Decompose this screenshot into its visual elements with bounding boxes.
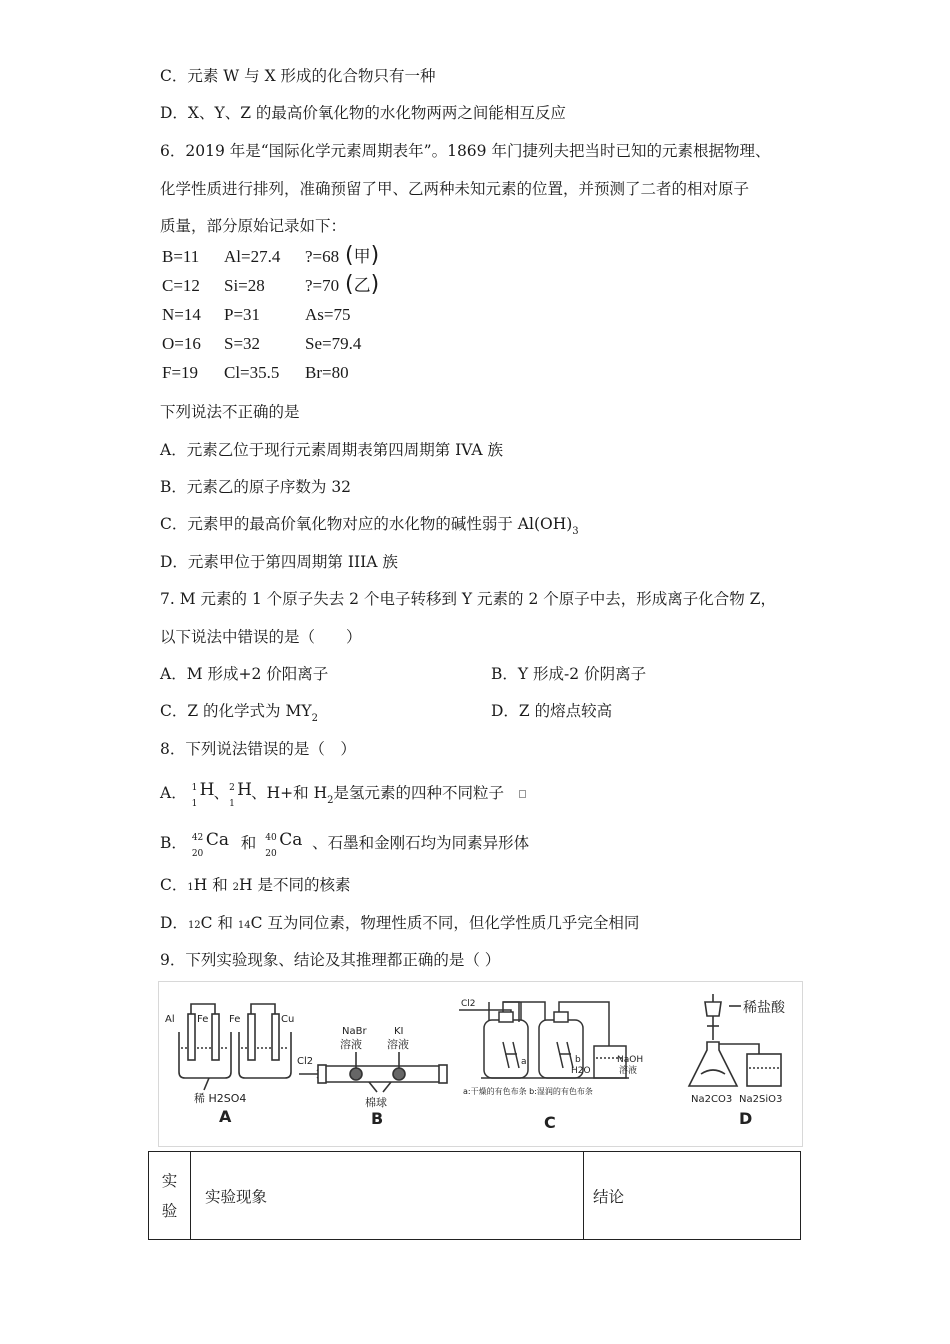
q6-stem-line3: 质量，部分原始记录如下： xyxy=(160,217,347,235)
element-yi-label: (乙) xyxy=(345,272,380,297)
label-cotton-ball: 棉球 xyxy=(365,1096,387,1109)
q7-option-c: C．Z 的化学式为 $MY_2$ xyxy=(160,702,318,724)
q8-option-b: B． 42 20 Ca 和 40 20 Ca 、石墨和金刚石均为同素异形体 xyxy=(160,830,530,859)
q5-option-d: D．X、Y、Z 的最高价氧化物的水化物两两之间能相互反应 xyxy=(160,104,566,122)
table-cell: C=12 xyxy=(162,276,200,295)
q7-option-b: B．Y 形成-2 价阴离子 xyxy=(491,665,647,683)
q8-option-a: A． 1 1 H 、 2 1 H 、H+和 $H_2$是氢元素的四种不同粒子 xyxy=(160,780,526,811)
q7-stem-line2: 以下说法中错误的是（ ） xyxy=(160,628,362,646)
q9-stem: 9．下列实验现象、结论及其推理都正确的是（ ） xyxy=(160,951,501,969)
table-cell: ?=68 xyxy=(305,247,340,266)
label-d: D xyxy=(739,1109,753,1128)
table-header-conclusion: 结论 xyxy=(584,1152,801,1240)
label-fe: Fe xyxy=(229,1014,241,1025)
q6-question: 下列说法不正确的是 xyxy=(160,403,300,421)
table-cell: Se=79.4 xyxy=(305,334,362,353)
label-cu: Cu xyxy=(281,1014,295,1025)
q5-option-c: C．元素 W 与 X 形成的化合物只有一种 xyxy=(160,67,436,85)
table-cell: F=19 xyxy=(162,363,199,382)
label-nabr: NaBr xyxy=(342,1026,367,1037)
label-a-small: a xyxy=(521,1057,527,1067)
table-cell: Si=28 xyxy=(224,276,265,295)
table-cell: S=32 xyxy=(224,334,261,353)
apparatus-b xyxy=(299,1052,447,1092)
apparatus-c xyxy=(459,1002,629,1078)
table-cell: ?=70 xyxy=(305,276,340,295)
table-cell: Br=80 xyxy=(305,363,349,382)
label-b-small: b xyxy=(575,1055,581,1065)
table-cell: O=16 xyxy=(162,334,201,353)
label-dilute-hcl: 稀盐酸 xyxy=(743,1000,785,1016)
q6-option-d: D．元素甲位于第四周期第 IIIA 族 xyxy=(160,553,398,571)
q6-option-b: B．元素乙的原子序数为 32 xyxy=(160,478,352,496)
table-header-experiment: 实 验 xyxy=(149,1152,191,1240)
q6-option-a: A．元素乙位于现行元素周期表第四周期第 IVA 族 xyxy=(160,441,504,459)
table-header-phenomenon: 实验现象 xyxy=(191,1152,584,1240)
table-cell: Al=27.4 xyxy=(224,247,281,266)
nuclide-h2: 2 1 H xyxy=(229,780,252,809)
label-a: A xyxy=(219,1107,232,1126)
q6-stem-line1: 6．2019 年是“国际化学元素周期表年”。1869 年门捷列夫把当时已知的元素根据物理、 xyxy=(160,142,771,160)
nuclide-ca40: 40 20 Ca xyxy=(265,830,303,859)
q7-option-a: A．M 形成+2 价阳离子 xyxy=(160,665,329,683)
label-h2o: H2O xyxy=(571,1066,591,1076)
label-solution: 溶液 xyxy=(387,1038,409,1051)
table-header-row xyxy=(149,1152,801,1240)
table-cell: B=11 xyxy=(162,247,200,266)
table-cell: Cl=35.5 xyxy=(224,363,280,382)
label-solution: 溶液 xyxy=(619,1066,638,1076)
q6-stem-line2: 化学性质进行排列，准确预留了甲、乙两种未知元素的位置，并预测了二者的相对原子 xyxy=(160,180,750,198)
table-cell: N=14 xyxy=(162,305,201,324)
label-dilute-h2so4: 稀 H2SO4 xyxy=(194,1092,247,1105)
label-na2co3: Na2CO3 xyxy=(691,1094,733,1105)
label-na2sio3: Na2SiO3 xyxy=(739,1094,783,1105)
q7-option-d: D．Z 的熔点较高 xyxy=(491,702,613,720)
nuclide-h1: 1 1 H xyxy=(191,780,215,809)
q8-option-d: D．12C 和 14C 互为同位素，物理性质不同，但化学性质几乎完全相同 xyxy=(160,914,640,932)
label-cl2: Cl2 xyxy=(461,999,476,1009)
label-solution: 溶液 xyxy=(340,1038,362,1051)
q9-experiment-figure xyxy=(158,981,803,1147)
label-ki: KI xyxy=(394,1026,404,1037)
label-b: B xyxy=(371,1109,384,1128)
label-c: C xyxy=(544,1113,556,1132)
element-jia-label: (甲) xyxy=(345,243,380,268)
label-al: Al xyxy=(165,1014,175,1025)
placeholder-box-icon xyxy=(519,790,526,798)
q6-option-c: C．元素甲的最高价氧化物对应的水化物的碱性弱于 $Al(OH)_3$ xyxy=(160,515,579,537)
label-c-caption: a:干燥的有色布条 b:湿润的有色布条 xyxy=(463,1087,593,1096)
q8-stem: 8．下列说法错误的是（ ） xyxy=(160,740,356,758)
q7-stem-line1: 7. M 元素的 1 个原子失去 2 个电子转移到 Y 元素的 2 个原子中去，形成离子化合物 Z， xyxy=(160,590,776,608)
q8-option-c: C．1H 和 2H 是不同的核素 xyxy=(160,876,351,894)
label-fe: Fe xyxy=(197,1014,209,1025)
nuclide-ca42: 42 20 Ca xyxy=(191,830,229,859)
label-naoh: NaOH xyxy=(617,1055,644,1065)
q9-answer-table xyxy=(148,1151,801,1240)
label-cl2: Cl2 xyxy=(297,1056,314,1067)
table-cell: P=31 xyxy=(224,305,261,324)
table-cell: As=75 xyxy=(305,305,351,324)
